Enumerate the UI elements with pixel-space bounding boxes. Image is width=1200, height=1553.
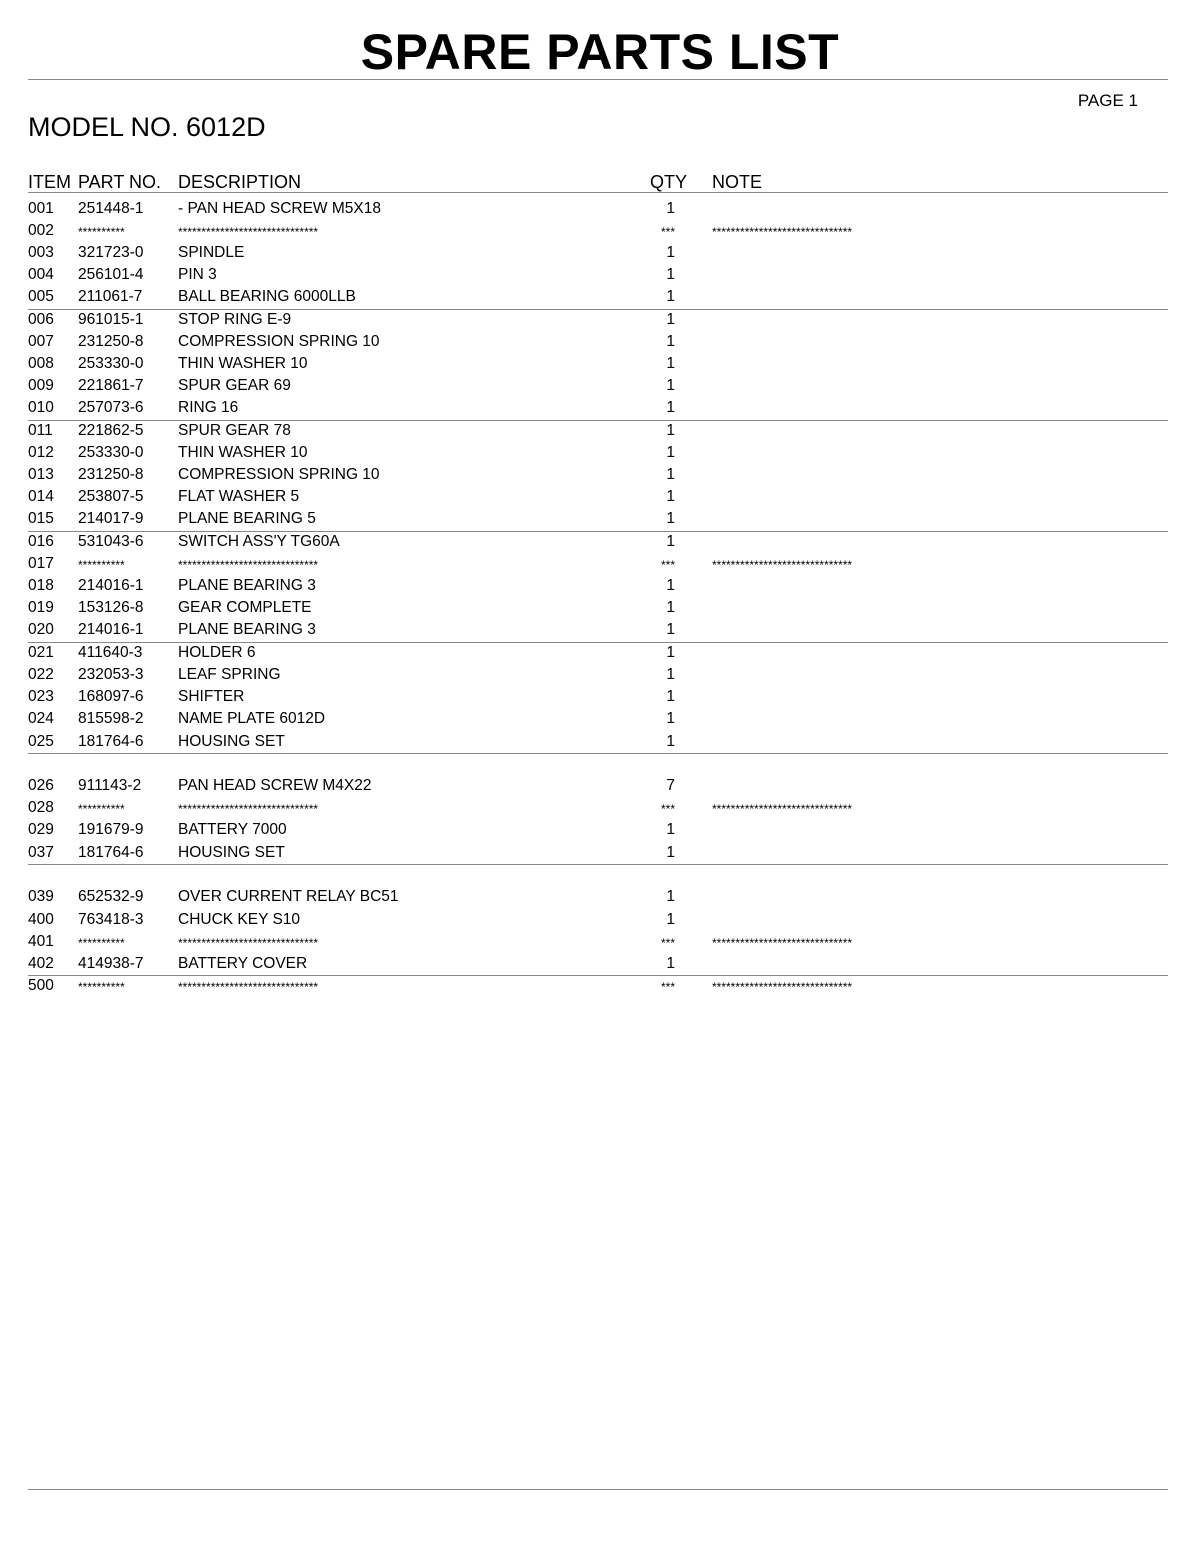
cell-item: 400 — [28, 911, 54, 928]
cell-description: RING 16 — [178, 399, 239, 416]
cell-description: THIN WASHER 10 — [178, 355, 308, 372]
table-row — [0, 953, 1200, 975]
column-header-part-no: PART NO. — [78, 172, 162, 192]
cell-qty: 1 — [666, 688, 675, 705]
cell-part-no: 815598-2 — [78, 710, 144, 727]
table-row — [0, 664, 1200, 686]
cell-item: 012 — [28, 444, 54, 461]
cell-item: 005 — [28, 288, 54, 305]
cell-item: 020 — [28, 621, 54, 638]
column-header-item: ITEM — [28, 172, 71, 192]
cell-description: GEAR COMPLETE — [178, 599, 312, 616]
column-header-qty: QTY — [649, 172, 687, 192]
cell-part-no: 411640-3 — [78, 644, 143, 661]
cell-qty: 7 — [666, 777, 675, 794]
cell-part-no: 214016-1 — [78, 577, 144, 594]
page-number: PAGE 1 — [1077, 91, 1138, 110]
table-row — [0, 909, 1200, 931]
cell-description: FLAT WASHER 5 — [178, 488, 300, 505]
cell-item: 037 — [28, 844, 54, 861]
cell-qty: 1 — [666, 377, 675, 394]
table-row — [0, 642, 1200, 664]
cell-qty: 1 — [666, 644, 675, 661]
cell-part-no: 763418-3 — [78, 911, 144, 928]
cell-item: 001 — [28, 200, 54, 217]
cell-description: COMPRESSION SPRING 10 — [178, 333, 380, 350]
table-row — [0, 331, 1200, 353]
cell-part-no: 214016-1 — [78, 621, 144, 638]
cell-description: SWITCH ASS'Y TG60A — [178, 533, 340, 550]
table-row — [0, 775, 1200, 797]
cell-description: PLANE BEARING 3 — [178, 577, 316, 594]
table-row — [0, 264, 1200, 286]
table-row — [0, 286, 1200, 308]
cell-qty: 1 — [666, 399, 675, 416]
cell-qty: 1 — [666, 244, 675, 261]
cell-description: SPINDLE — [178, 244, 245, 261]
table-row — [0, 842, 1200, 864]
cell-description: BATTERY COVER — [178, 955, 308, 972]
table-row — [0, 508, 1200, 530]
cell-description: BATTERY 7000 — [178, 821, 287, 838]
cell-qty: 1 — [666, 533, 675, 550]
cell-item: 011 — [28, 422, 53, 439]
cell-item: 025 — [28, 733, 54, 750]
cell-description: SHIFTER — [178, 688, 245, 705]
cell-item: 021 — [28, 644, 54, 661]
cell-item: 402 — [28, 955, 54, 972]
table-row — [0, 931, 1200, 953]
cell-description: CHUCK KEY S10 — [178, 911, 301, 928]
table-row — [0, 686, 1200, 708]
cell-item: 026 — [28, 777, 54, 794]
cell-part-no: 531043-6 — [78, 533, 144, 550]
cell-item: 039 — [28, 888, 54, 905]
group-divider — [28, 309, 1168, 310]
cell-description: SPUR GEAR 69 — [178, 377, 291, 394]
cell-description: SPUR GEAR 78 — [178, 422, 291, 439]
cell-description: ****************************** — [178, 936, 319, 950]
cell-qty: 1 — [666, 266, 675, 283]
cell-description: COMPRESSION SPRING 10 — [178, 466, 380, 483]
cell-item: 016 — [28, 533, 54, 550]
cell-item: 015 — [28, 510, 54, 527]
column-header-description: DESCRIPTION — [178, 172, 302, 192]
cell-description: STOP RING E-9 — [178, 311, 292, 328]
table-row — [0, 708, 1200, 730]
cell-item: 017 — [28, 555, 54, 572]
cell-part-no: ********** — [78, 558, 125, 572]
cell-qty: 1 — [666, 466, 675, 483]
cell-qty: 1 — [666, 488, 675, 505]
cell-qty: 1 — [666, 422, 675, 439]
cell-note: ****************************** — [712, 936, 853, 950]
cell-part-no: 253807-5 — [78, 488, 144, 505]
table-row — [0, 531, 1200, 553]
cell-note: ****************************** — [712, 558, 853, 572]
cell-qty: 1 — [666, 710, 675, 727]
column-header-note: NOTE — [712, 172, 763, 192]
cell-part-no: 414938-7 — [78, 955, 144, 972]
cell-qty: 1 — [666, 621, 675, 638]
cell-part-no: 911143-2 — [78, 777, 142, 794]
cell-part-no: 253330-0 — [78, 355, 144, 372]
cell-part-no: 652532-9 — [78, 888, 144, 905]
group-divider — [28, 864, 1168, 865]
table-row — [0, 242, 1200, 264]
cell-description: PLANE BEARING 5 — [178, 510, 316, 527]
table-row — [0, 619, 1200, 641]
cell-part-no: 256101-4 — [78, 266, 144, 283]
cell-qty: 1 — [666, 955, 675, 972]
cell-description: - PAN HEAD SCREW M5X18 — [178, 200, 381, 217]
cell-description: ****************************** — [178, 225, 319, 239]
cell-description: OVER CURRENT RELAY BC51 — [178, 888, 399, 905]
table-row — [0, 420, 1200, 442]
cell-item: 014 — [28, 488, 54, 505]
table-row — [0, 309, 1200, 331]
table-row — [0, 198, 1200, 220]
cell-description: PAN HEAD SCREW M4X22 — [178, 777, 372, 794]
cell-item: 004 — [28, 266, 54, 283]
cell-part-no: ********** — [78, 225, 125, 239]
cell-description: HOUSING SET — [178, 844, 285, 861]
cell-part-no: 231250-8 — [78, 333, 144, 350]
group-divider — [28, 531, 1168, 532]
cell-qty: 1 — [666, 844, 675, 861]
cell-part-no: 257073-6 — [78, 399, 144, 416]
cell-qty: 1 — [666, 821, 675, 838]
group-divider — [28, 420, 1168, 421]
cell-part-no: ********** — [78, 936, 125, 950]
cell-qty: 1 — [666, 444, 675, 461]
cell-part-no: 191679-9 — [78, 821, 144, 838]
page-title: SPARE PARTS LIST — [360, 24, 840, 80]
cell-qty: 1 — [666, 355, 675, 372]
cell-item: 009 — [28, 377, 54, 394]
cell-item: 022 — [28, 666, 54, 683]
cell-part-no: 321723-0 — [78, 244, 144, 261]
cell-qty: *** — [660, 558, 675, 572]
cell-item: 028 — [28, 799, 54, 816]
cell-description: BALL BEARING 6000LLB — [178, 288, 356, 305]
cell-part-no: 221862-5 — [78, 422, 144, 439]
cell-item: 007 — [28, 333, 54, 350]
cell-part-no: 181764-6 — [78, 733, 144, 750]
table-row — [0, 464, 1200, 486]
table-row — [0, 597, 1200, 619]
cell-part-no: 253330-0 — [78, 444, 144, 461]
cell-description: ****************************** — [178, 558, 319, 572]
cell-description: ****************************** — [178, 980, 319, 994]
cell-qty: 1 — [666, 288, 675, 305]
cell-item: 013 — [28, 466, 54, 483]
cell-part-no: 214017-9 — [78, 510, 144, 527]
cell-qty: 1 — [666, 599, 675, 616]
cell-item: 029 — [28, 821, 54, 838]
cell-part-no: 181764-6 — [78, 844, 144, 861]
cell-qty: 1 — [666, 311, 675, 328]
table-row — [0, 486, 1200, 508]
cell-part-no: 231250-8 — [78, 466, 144, 483]
cell-description: LEAF SPRING — [178, 666, 281, 683]
model-number: MODEL NO. 6012D — [28, 112, 266, 142]
cell-item: 008 — [28, 355, 54, 372]
cell-part-no: 961015-1 — [78, 311, 144, 328]
table-row — [0, 975, 1200, 997]
cell-qty: 1 — [666, 333, 675, 350]
cell-item: 024 — [28, 710, 54, 727]
cell-description: ****************************** — [178, 802, 319, 816]
cell-qty: 1 — [666, 911, 675, 928]
cell-part-no: 251448-1 — [78, 200, 144, 217]
table-row — [0, 553, 1200, 575]
cell-description: HOLDER 6 — [178, 644, 256, 661]
cell-item: 019 — [28, 599, 54, 616]
table-row — [0, 797, 1200, 819]
cell-note: ****************************** — [712, 980, 853, 994]
cell-item: 401 — [28, 933, 54, 950]
table-row — [0, 375, 1200, 397]
cell-part-no: ********** — [78, 980, 125, 994]
cell-part-no: 211061-7 — [78, 288, 143, 305]
table-row — [0, 575, 1200, 597]
table-row — [0, 353, 1200, 375]
cell-qty: *** — [660, 980, 675, 994]
cell-item: 003 — [28, 244, 54, 261]
cell-item: 006 — [28, 311, 54, 328]
cell-part-no: 221861-7 — [78, 377, 144, 394]
group-divider — [28, 753, 1168, 754]
table-row — [0, 886, 1200, 908]
cell-qty: 1 — [666, 200, 675, 217]
cell-description: NAME PLATE 6012D — [178, 710, 326, 727]
cell-qty: 1 — [666, 733, 675, 750]
cell-part-no: ********** — [78, 802, 125, 816]
cell-qty: *** — [660, 225, 675, 239]
cell-description: THIN WASHER 10 — [178, 444, 308, 461]
cell-description: PIN 3 — [178, 266, 217, 283]
table-row — [0, 819, 1200, 841]
cell-item: 023 — [28, 688, 54, 705]
footer-divider — [28, 1489, 1168, 1490]
cell-description: PLANE BEARING 3 — [178, 621, 316, 638]
cell-item: 018 — [28, 577, 54, 594]
cell-note: ****************************** — [712, 802, 853, 816]
cell-qty: 1 — [666, 666, 675, 683]
cell-part-no: 168097-6 — [78, 688, 144, 705]
table-row — [0, 731, 1200, 753]
cell-item: 002 — [28, 222, 54, 239]
cell-part-no: 232053-3 — [78, 666, 144, 683]
cell-description: HOUSING SET — [178, 733, 285, 750]
table-row — [0, 442, 1200, 464]
cell-qty: *** — [660, 936, 675, 950]
cell-item: 010 — [28, 399, 54, 416]
cell-item: 500 — [28, 977, 54, 994]
cell-part-no: 153126-8 — [78, 599, 144, 616]
cell-note: ****************************** — [712, 225, 853, 239]
group-divider — [28, 642, 1168, 643]
table-row — [0, 397, 1200, 419]
cell-qty: 1 — [666, 510, 675, 527]
cell-qty: 1 — [666, 577, 675, 594]
cell-qty: 1 — [666, 888, 675, 905]
cell-qty: *** — [660, 802, 675, 816]
table-row — [0, 220, 1200, 242]
group-divider — [28, 975, 1168, 976]
